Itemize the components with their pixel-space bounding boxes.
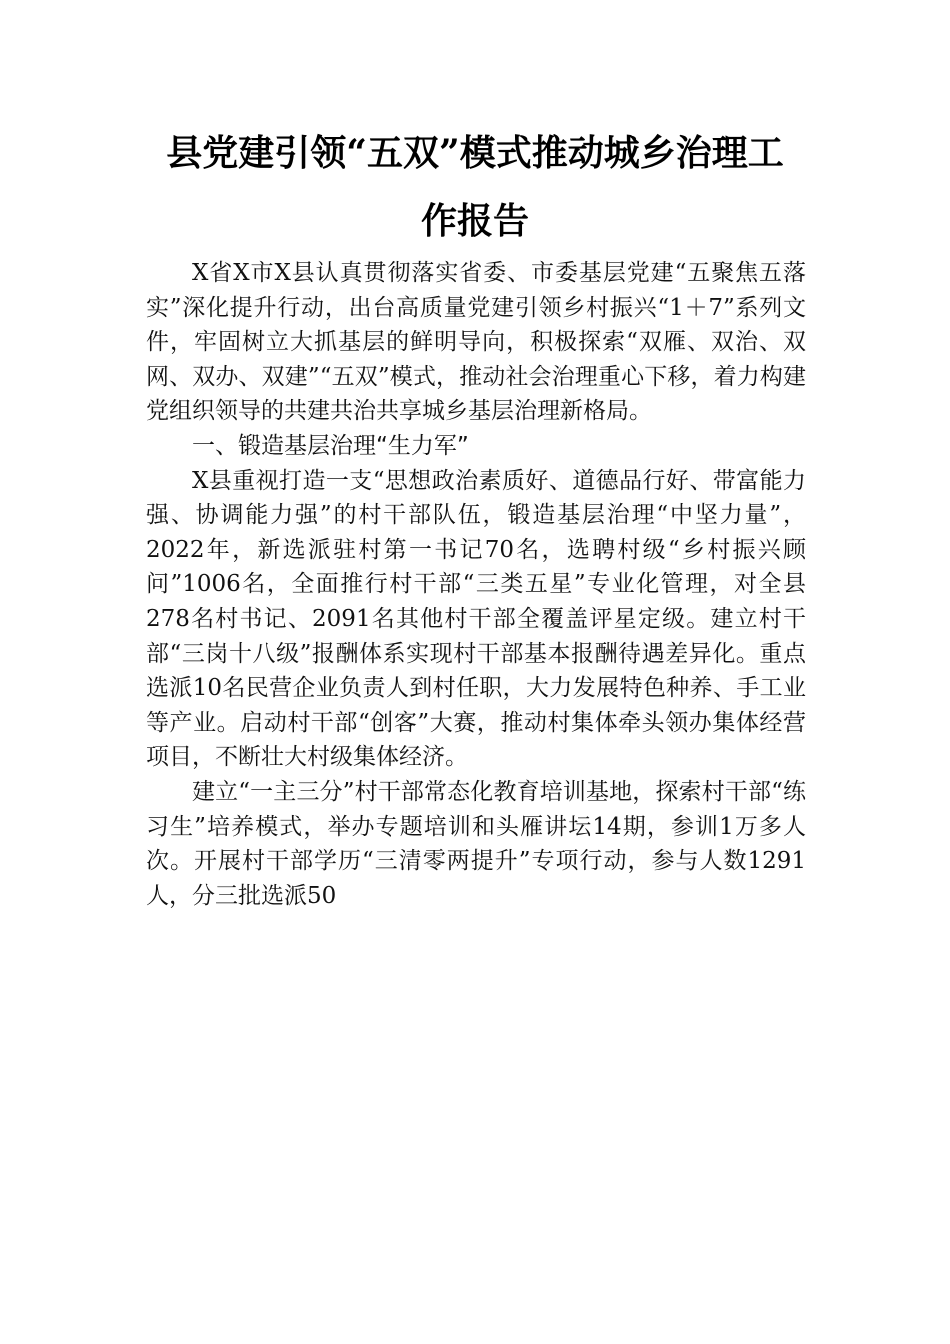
document-body bbox=[146, 256, 806, 913]
document-title-line-2: 作报告 bbox=[420, 200, 529, 242]
section-heading-1: 一、锻造基层治理“生力军” bbox=[192, 432, 469, 459]
body-paragraph-2: X县重视打造一支“思想政治素质好、道德品行好、带富能力强、协调能力强”的村干部队伍，锻造基层治理“中坚力量”，2022年，新选派驻村第一书记70名，选聘村级“乡村振兴顾问”1006名，全面推行村干部“三类五星”专业化管理，对全县278名村书记、2091名其他村干部全覆盖评星定级。建立村干部“三岗十八级”报酬体系实现村干部基本报酬待遇差异化。重点选派10名民营企业负责人到村任职，大力发展特色种养、手工业等产业。启动村干部“创客”大赛，推动村集体牵头领办集体经营项目，不断壮大村级集体经济。 bbox=[146, 467, 806, 771]
intro-paragraph: X省X市X县认真贯彻落实省委、市委基层党建“五聚焦五落实”深化提升行动，出台高质量党建引领乡村振兴“1＋7”系列文件，牢固树立大抓基层的鲜明导向，积极探索“双雁、双治、双网、双办、双建”“五双”模式，推动社会治理重心下移，着力构建党组织领导的共建共治共享城乡基层治理新格局。 bbox=[146, 260, 806, 425]
body-paragraph-3: 建立“一主三分”村干部常态化教育培训基地，探索村干部“练习生”培养模式，举办专题培训和头雁讲坛14期，参训1万多人次。开展村干部学历“三清零两提升”专项行动，参与人数1291人，分三批选派50 bbox=[146, 778, 806, 909]
document-title-line-1: 县党建引领“五双”模式推动城乡治理工 bbox=[166, 132, 784, 174]
